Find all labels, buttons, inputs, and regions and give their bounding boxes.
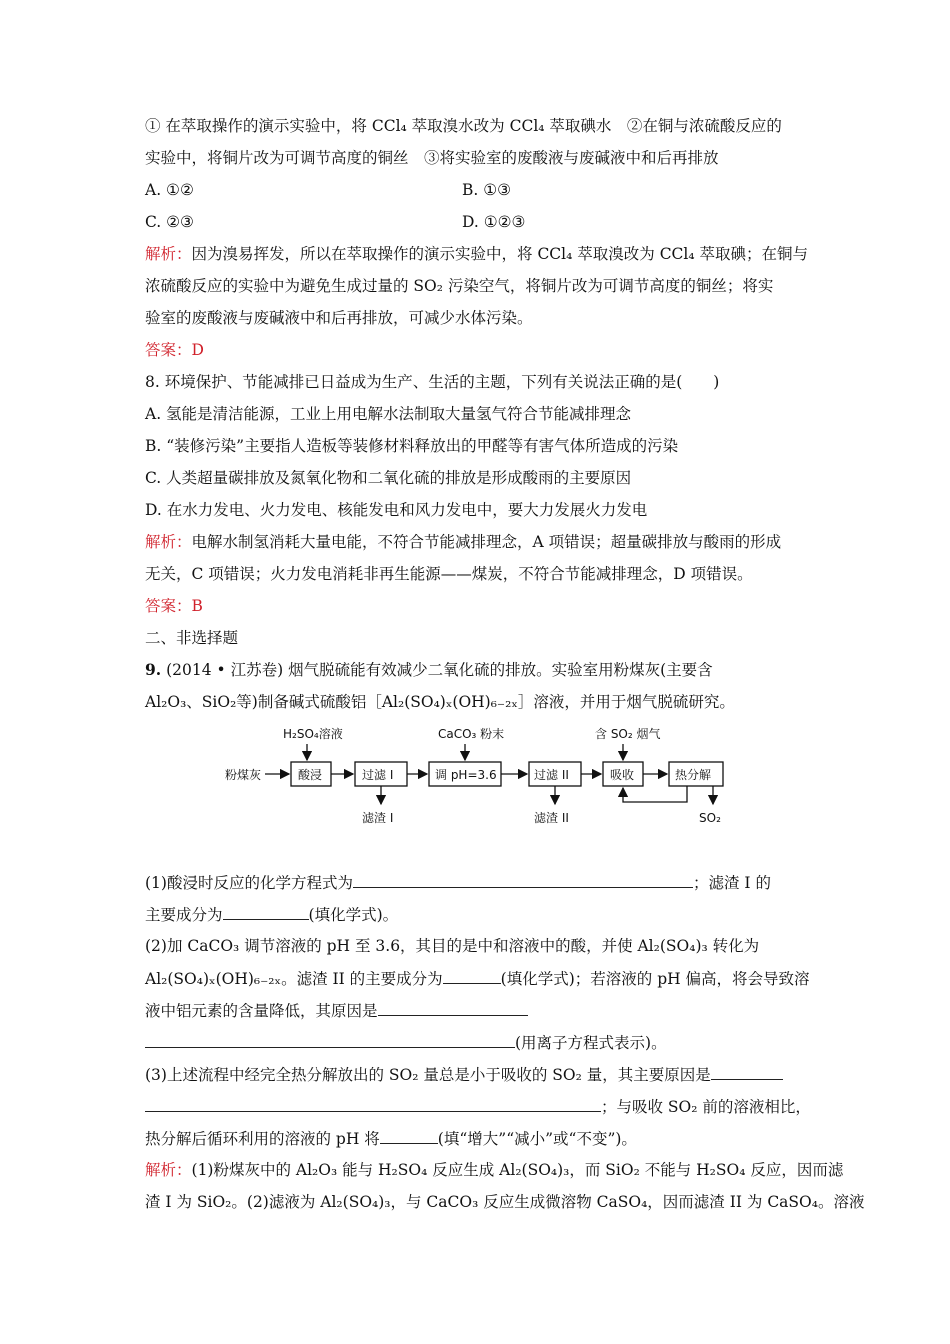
flow-residue2-label: 滤渣 II <box>534 811 569 825</box>
q7-analysis-line1: 解析：因为溴易挥发，所以在萃取操作的演示实验中，将 CCl₄ 萃取溴改为 CCl₄ 萃取碘；在铜与 <box>145 245 809 263</box>
q8-stem: 8. 环境保护、节能减排已日益成为生产、生活的主题，下列有关说法正确的是( ) <box>145 373 720 391</box>
q9-part2-line2: Al₂(SO₄)ₓ(OH)₆₋₂ₓ。滤渣 II 的主要成分为 (填化学式)；若溶液的 pH 偏高，将会导致溶 <box>145 967 810 990</box>
q7-statement-line2: 实验中，将铜片改为可调节高度的铜丝 ③将实验室的废酸液与废碱液中和后再排放 <box>145 149 719 167</box>
answer-blank[interactable] <box>711 1063 783 1080</box>
answer-blank[interactable] <box>145 1095 601 1112</box>
answer-blank[interactable] <box>145 1031 515 1048</box>
q8-option-a: A. 氢能是清洁能源，工业上用电解水法制取大量氢气符合节能减排理念 <box>145 405 632 423</box>
q9-part1-line1: (1)酸浸时反应的化学方程式为 ；滤渣 I 的 <box>145 871 771 894</box>
answer-blank[interactable] <box>223 903 309 920</box>
process-flow-diagram <box>225 722 725 828</box>
q8-analysis-line2: 无关，C 项错误；火力发电消耗非再生能源——煤炭，不符合节能减排理念，D 项错误。 <box>145 565 753 583</box>
analysis-label: 解析： <box>145 1161 192 1179</box>
q9-part2-line4: (用离子方程式表示)。 <box>145 1031 667 1054</box>
q9-part3-line1: (3)上述流程中经完全热分解放出的 SO₂ 量总是小于吸收的 SO₂ 量，其主要原因是 <box>145 1063 783 1086</box>
analysis-label: 解析： <box>145 533 192 551</box>
answer-blank[interactable] <box>380 1127 438 1144</box>
flow-caco3-label: CaCO₃ 粉末 <box>438 727 505 741</box>
q8-option-b: B. “装修污染”主要指人造板等装修材料释放出的甲醛等有害气体所造成的污染 <box>145 437 679 455</box>
flow-gas-label: 含 SO₂ 烟气 <box>595 727 661 741</box>
flow-step3-label: 调 pH=3.6 <box>435 768 497 782</box>
q7-statement-line1: ① 在萃取操作的演示实验中，将 CCl₄ 萃取溴水改为 CCl₄ 萃取碘水 ②在铜与浓硫酸反应的 <box>145 117 782 135</box>
q8-option-d: D. 在水力发电、火力发电、核能发电和风力发电中，要大力发展火力发电 <box>145 501 648 519</box>
answer-blank[interactable] <box>353 871 693 888</box>
q9-part1-line2: 主要成分为 (填化学式)。 <box>145 903 398 926</box>
q7-option-a: A. ①② <box>145 181 194 199</box>
flow-recycle-arrow <box>623 786 687 802</box>
flow-step1-label: 酸浸 <box>298 768 323 782</box>
q9-analysis-line2: 渣 I 为 SiO₂。(2)滤液为 Al₂(SO₄)₃，与 CaCO₃ 反应生成微溶物 CaSO₄，因而滤渣 II 为 CaSO₄。溶液 <box>145 1193 865 1211</box>
q9-part2-line1: (2)加 CaCO₃ 调节溶液的 pH 至 3.6，其目的是中和溶液中的酸，并使 Al₂(SO₄)₃ 转化为 <box>145 937 760 955</box>
q9-part3-line3: 热分解后循环利用的溶液的 pH 将 (填“增大”“减小”或“不变”)。 <box>145 1127 637 1150</box>
answer-blank[interactable] <box>443 967 501 984</box>
q9-part2-line3: 液中铝元素的含量降低，其原因是 <box>145 999 528 1022</box>
q7-option-c: C. ②③ <box>145 213 194 231</box>
flow-output-label: SO₂ <box>699 811 721 825</box>
q9-stem-line2: Al₂O₃、SiO₂等)制备碱式硫酸铝［Al₂(SO₄)ₓ(OH)₆₋₂ₓ］溶液，并用于烟气脱硫研究。 <box>145 693 735 711</box>
q7-analysis-line3: 验室的废酸液与废碱液中和后再排放，可减少水体污染。 <box>145 309 533 327</box>
q8-analysis-line1: 解析：电解水制氢消耗大量电能，不符合节能减排理念，A 项错误；超量碳排放与酸雨的形成 <box>145 533 782 551</box>
q9-stem-line1: 9. (2014 • 江苏卷) 烟气脱硫能有效减少二氧化硫的排放。实验室用粉煤灰(主要含 <box>145 660 713 679</box>
q7-option-d: D. ①②③ <box>462 213 526 231</box>
q9-analysis-line1: 解析：(1)粉煤灰中的 Al₂O₃ 能与 H₂SO₄ 反应生成 Al₂(SO₄)₃，而 SiO₂ 不能与 H₂SO₄ 反应，因而滤 <box>145 1161 844 1179</box>
q7-analysis-line2: 浓硫酸反应的实验中为避免生成过量的 SO₂ 污染空气，将铜片改为可调节高度的铜丝；将实 <box>145 277 774 295</box>
q8-option-c: C. 人类超量碳排放及氮氧化物和二氧化硫的排放是形成酸雨的主要原因 <box>145 469 632 487</box>
q9-part3-line2: ；与吸收 SO₂ 前的溶液相比， <box>145 1095 811 1118</box>
flow-step5-label: 吸收 <box>610 768 635 782</box>
q7-option-b: B. ①③ <box>462 181 512 199</box>
analysis-label: 解析： <box>145 245 192 263</box>
flow-residue1-label: 滤渣 I <box>362 811 394 825</box>
flow-step2-label: 过滤 I <box>362 768 394 782</box>
flow-step6-label: 热分解 <box>675 768 712 782</box>
q7-answer: 答案：D <box>145 341 204 359</box>
flow-acid-label: H₂SO₄溶液 <box>283 727 343 741</box>
flow-step4-label: 过滤 II <box>534 768 569 782</box>
q8-answer: 答案：B <box>145 597 203 615</box>
flow-input-label: 粉煤灰 <box>225 768 262 782</box>
answer-blank[interactable] <box>378 999 528 1016</box>
section-heading: 二、非选择题 <box>145 629 239 647</box>
